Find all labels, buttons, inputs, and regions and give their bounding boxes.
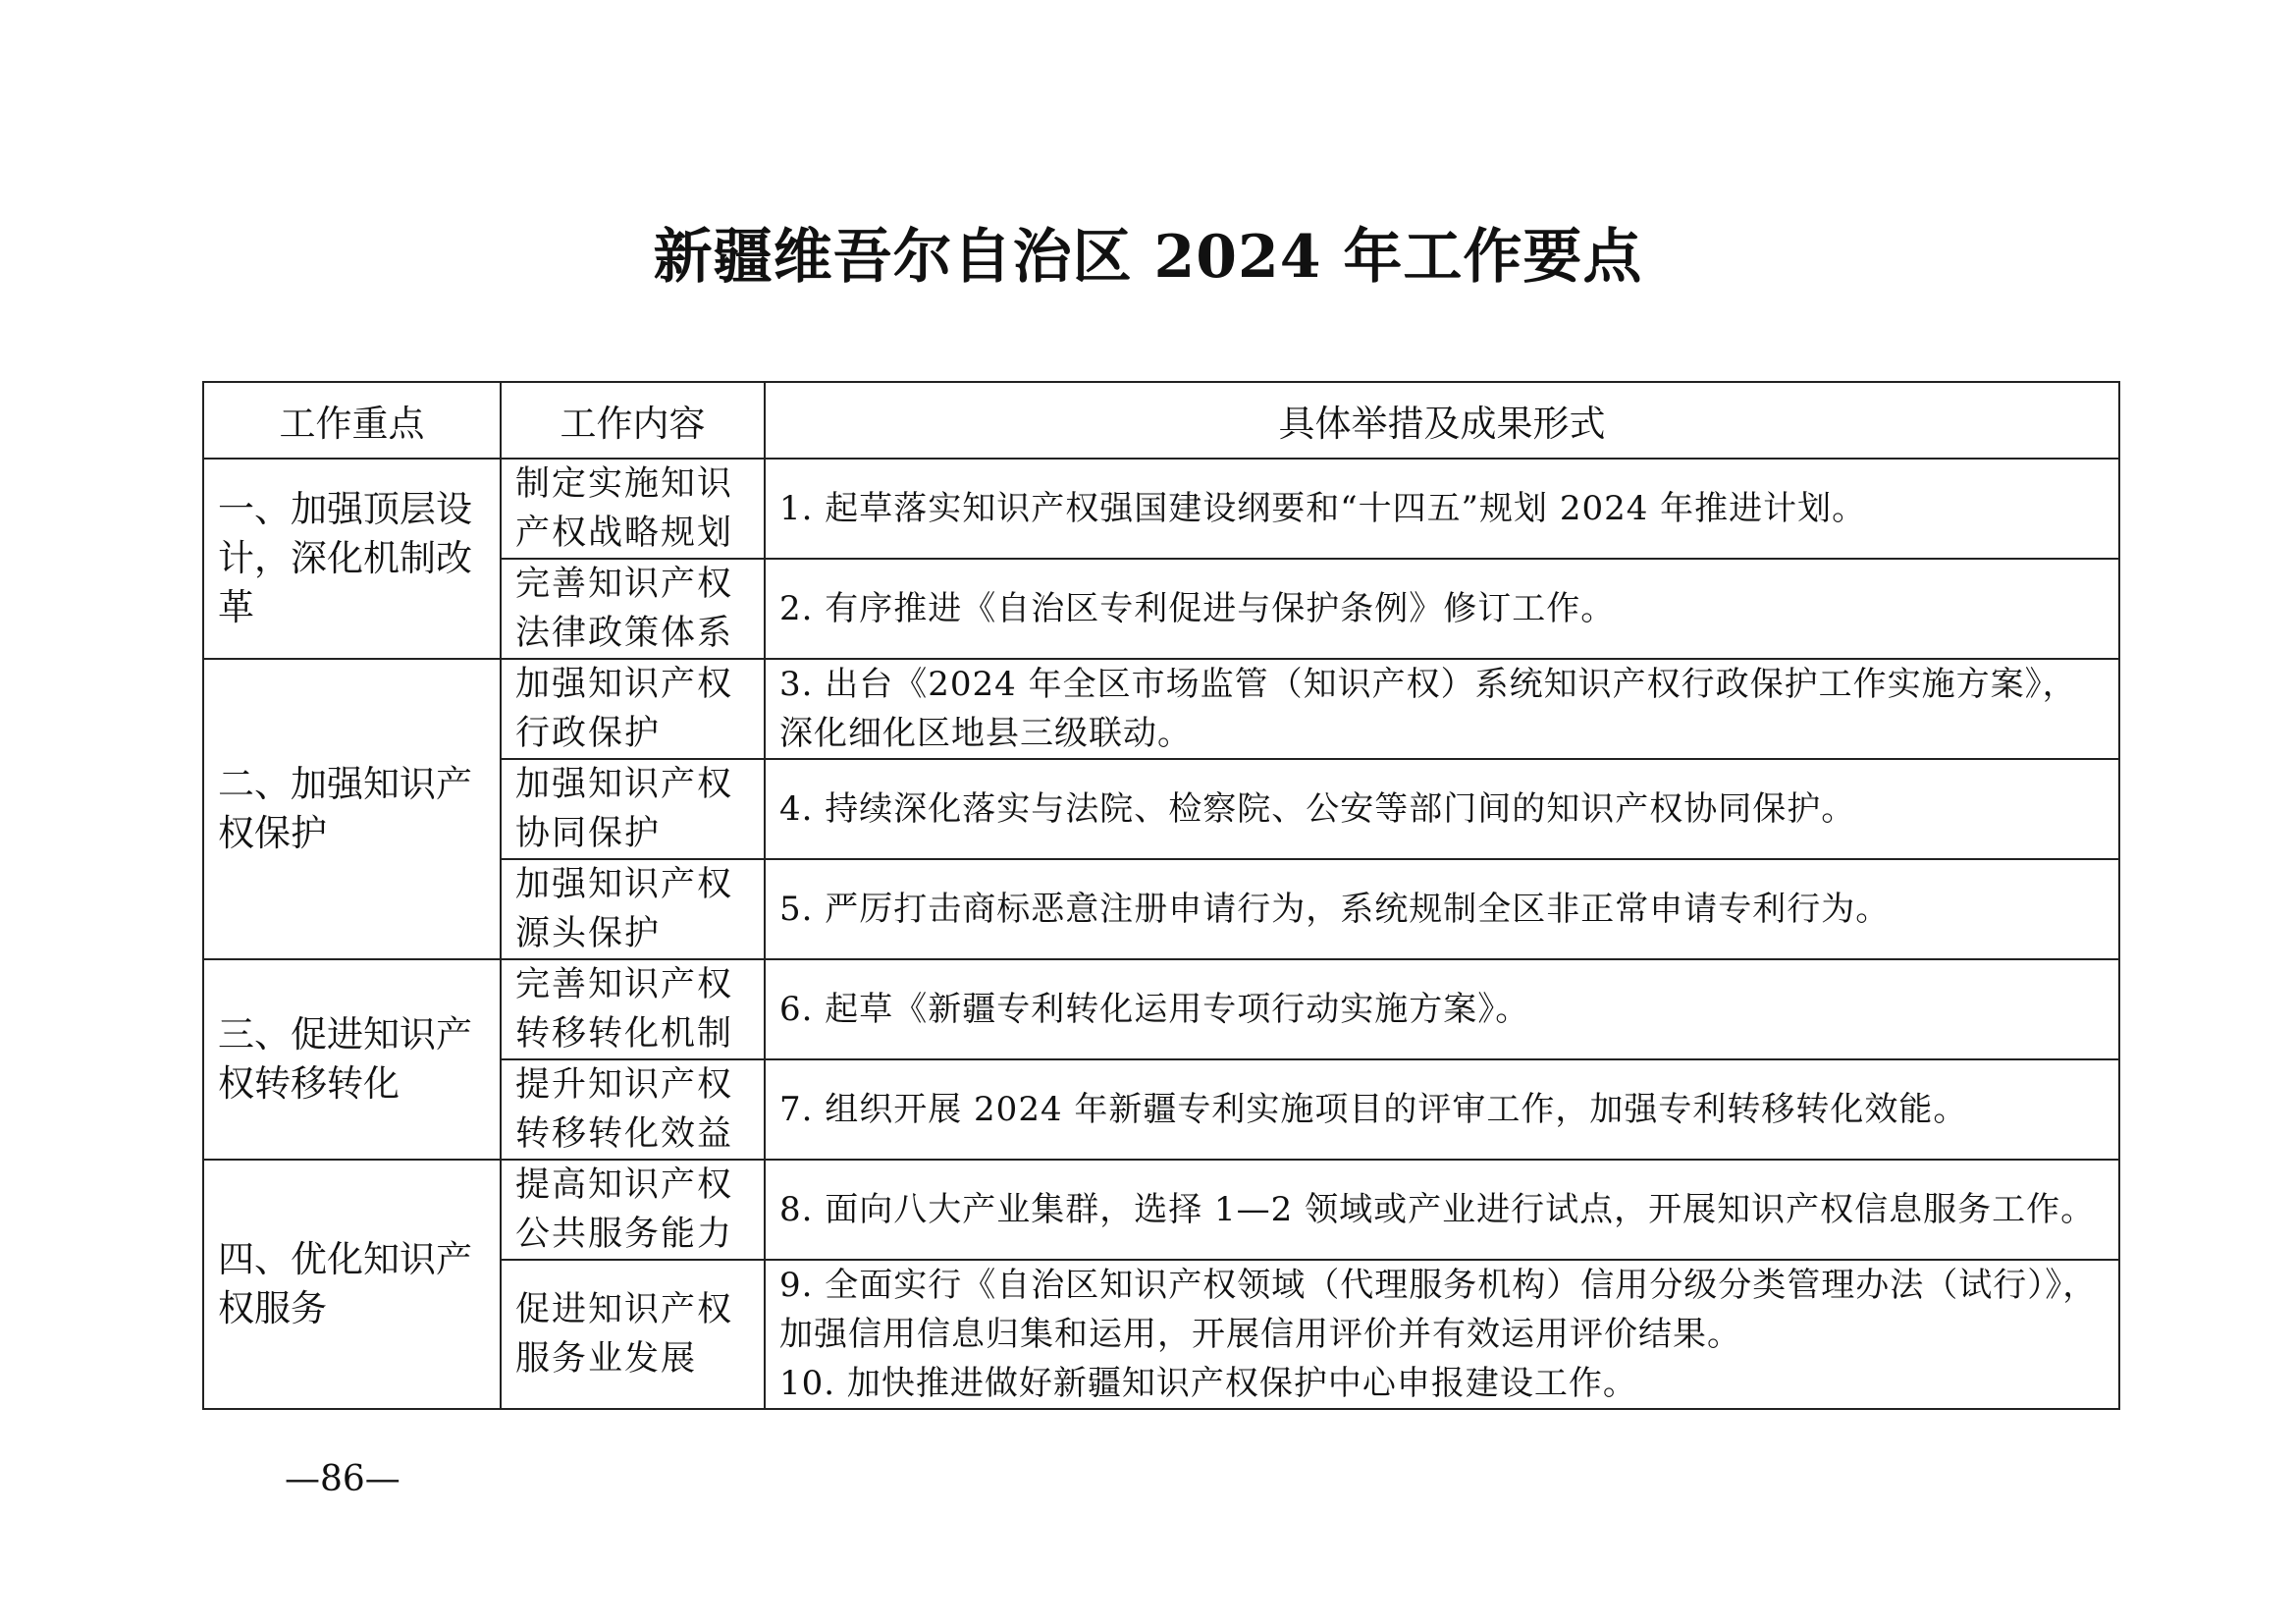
work-content-cell: 加强知识产权源头保护 xyxy=(501,859,765,959)
measure-item: 8. 面向八大产业集群，选择 1—2 领域或产业进行试点，开展知识产权信息服务工作。 xyxy=(779,1190,2096,1229)
table-row xyxy=(203,959,2119,1059)
table-row xyxy=(203,659,2119,759)
work-content-cell: 完善知识产权法律政策体系 xyxy=(501,559,765,659)
work-points-table xyxy=(202,381,2120,1410)
work-content-cell: 促进知识产权服务业发展 xyxy=(501,1260,765,1409)
measure-item: 7. 组织开展 2024 年新疆专利实施项目的评审工作，加强专利转移转化效能。 xyxy=(779,1090,1968,1129)
measures-cell xyxy=(765,559,2119,659)
header-focus: 工作重点 xyxy=(203,382,501,459)
table-row xyxy=(203,459,2119,559)
work-content-cell: 提升知识产权转移转化效益 xyxy=(501,1059,765,1160)
work-content-cell: 加强知识产权行政保护 xyxy=(501,659,765,759)
work-focus-cell: 一、加强顶层设计，深化机制改革 xyxy=(203,459,501,659)
measure-item: 4. 持续深化落实与法院、检察院、公安等部门间的知识产权协同保护。 xyxy=(779,789,1856,829)
page-number: —86— xyxy=(285,1459,400,1499)
work-focus-cell: 二、加强知识产权保护 xyxy=(203,659,501,959)
measures-cell xyxy=(765,1059,2119,1160)
measure-item: 9. 全面实行《自治区知识产权领域（代理服务机构）信用分级分类管理办法（试行）》，加强信用信息归集和运用，开展信用评价并有效运用评价结果。 xyxy=(779,1266,2098,1354)
header-measures: 具体举措及成果形式 xyxy=(765,382,2119,459)
measure-item: 5. 严厉打击商标恶意注册申请行为，系统规制全区非正常申请专利行为。 xyxy=(779,890,1891,929)
measures-cell xyxy=(765,959,2119,1059)
measures-cell xyxy=(765,759,2119,859)
header-content: 工作内容 xyxy=(501,382,765,459)
table-row xyxy=(203,1160,2119,1260)
work-focus-cell: 四、优化知识产权服务 xyxy=(203,1160,501,1409)
measures-cell xyxy=(765,459,2119,559)
measure-item: 6. 起草《新疆专利转化运用专项行动实施方案》。 xyxy=(779,990,1530,1029)
measure-item: 10. 加快推进做好新疆知识产权保护中心申报建设工作。 xyxy=(779,1364,1637,1403)
measures-cell xyxy=(765,1260,2119,1409)
work-content-cell: 制定实施知识产权战略规划 xyxy=(501,459,765,559)
work-focus-cell: 三、促进知识产权转移转化 xyxy=(203,959,501,1160)
measures-cell xyxy=(765,859,2119,959)
work-content-cell: 完善知识产权转移转化机制 xyxy=(501,959,765,1059)
measure-item: 1. 起草落实知识产权强国建设纲要和“十四五”规划 2024 年推进计划。 xyxy=(779,489,1867,528)
measures-cell xyxy=(765,659,2119,759)
work-content-cell: 提高知识产权公共服务能力 xyxy=(501,1160,765,1260)
work-content-cell: 加强知识产权协同保护 xyxy=(501,759,765,859)
measure-item: 3. 出台《2024 年全区市场监管（知识产权）系统知识产权行政保护工作实施方案》，深化细化区地县三级联动。 xyxy=(779,665,2077,753)
measure-item: 2. 有序推进《自治区专利促进与保护条例》修订工作。 xyxy=(779,589,1616,628)
page-title: 新疆维吾尔自治区 2024 年工作要点 xyxy=(653,223,1643,292)
measures-cell xyxy=(765,1160,2119,1260)
table-header-row xyxy=(203,382,2119,459)
